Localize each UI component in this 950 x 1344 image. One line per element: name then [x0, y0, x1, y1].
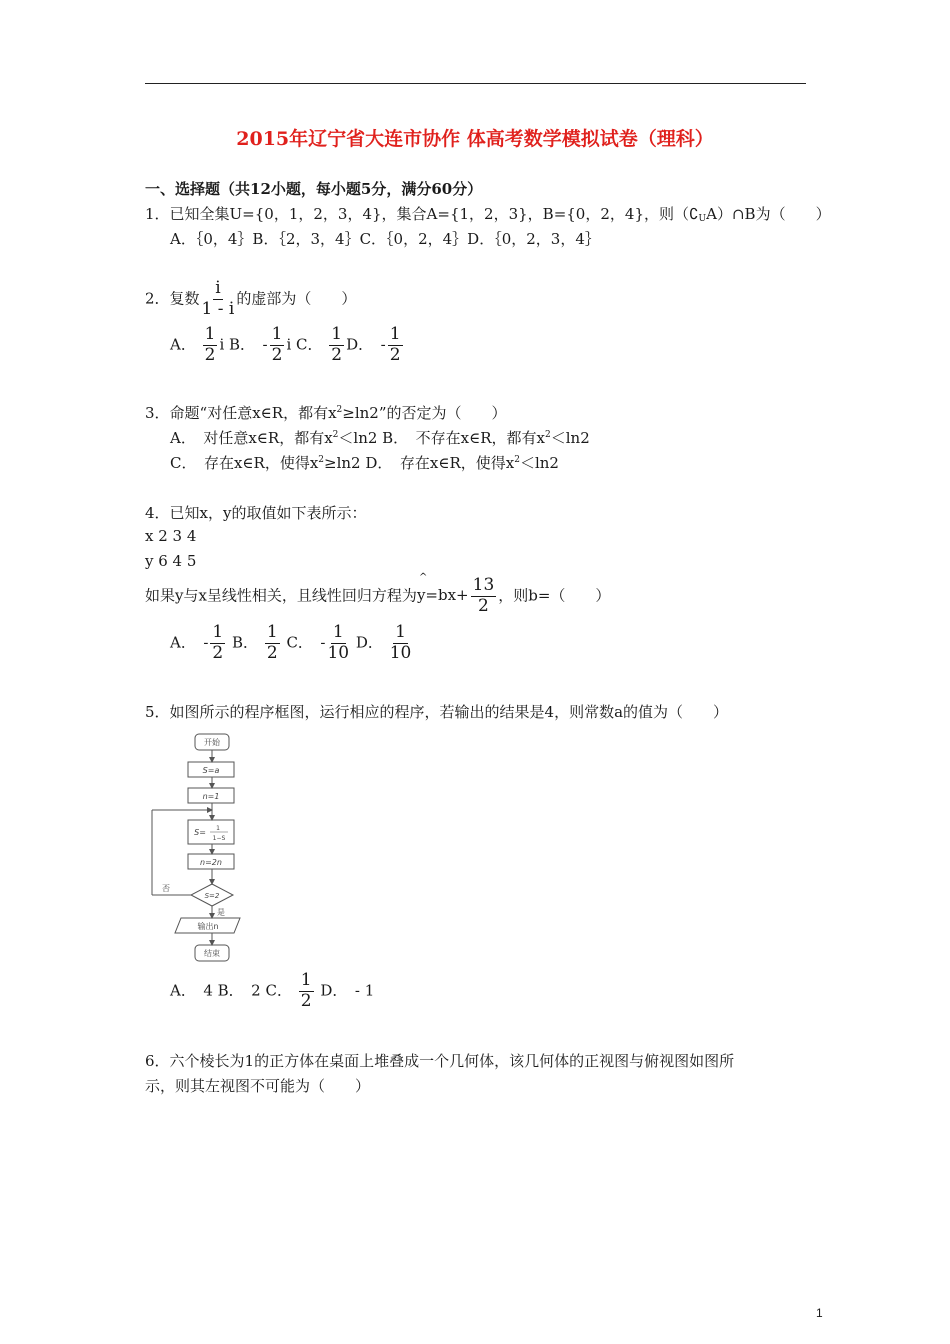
- superscript-2: 2: [332, 430, 339, 440]
- q4-equation-fraction: [471, 577, 497, 616]
- q5-option-c-denominator: 2: [300, 990, 312, 1011]
- question-3-options-ab: [170, 427, 590, 448]
- flow-no-label: 否: [162, 884, 170, 893]
- q4-option-d-denominator: 10: [389, 642, 412, 663]
- q2-option-a-fraction: [203, 326, 218, 365]
- q3-option-b-end: ＜ln2: [550, 429, 590, 447]
- q4-option-a-denominator: 2: [212, 642, 224, 663]
- question-2-stem: [145, 280, 356, 319]
- q4-option-b-numerator: 1: [266, 622, 278, 642]
- question-4-options: [170, 624, 413, 663]
- question-1-stem: [145, 203, 831, 224]
- q2-fraction-denominator: 1 - i: [201, 298, 235, 319]
- q4-option-c-numerator: 1: [332, 622, 344, 642]
- flow-condition-label: S=2: [204, 892, 220, 900]
- section-heading: 一、选择题（共12小题，每小题5分，满分60分）: [145, 180, 483, 198]
- question-6-line-1: 6．六个棱长为1的正方体在桌面上堆叠成一个几何体，该几何体的正视图与俯视图如图所: [145, 1052, 735, 1070]
- q5-options-abc: A． 4 B． 2 C．: [170, 981, 292, 1000]
- hat-symbol: ^: [418, 572, 428, 584]
- superscript-2: 2: [514, 455, 520, 465]
- top-rule: [145, 83, 806, 84]
- program-flowchart: [148, 730, 248, 966]
- q4-option-b-fraction: [265, 624, 280, 663]
- regression-equation: [416, 572, 469, 605]
- q4-option-c-fraction: [327, 624, 349, 663]
- q2-option-d-numerator: 1: [389, 324, 401, 344]
- q4-option-a-numerator: 1: [212, 622, 224, 642]
- q5-option-d: D． - 1: [320, 981, 375, 1000]
- q4-option-d: D．: [355, 633, 383, 652]
- q4-line-part-b: ，则b=（ ）: [498, 586, 611, 605]
- q5-option-c-fraction: [299, 972, 314, 1011]
- q1-stem-part-b: A）∩B为（ ）: [706, 205, 831, 223]
- flow-output-label: 输出n: [197, 922, 219, 931]
- flow-end-label: 结束: [204, 949, 220, 958]
- q3-option-d: ≥ln2 D． 存在x∈R，使得x: [324, 454, 515, 472]
- page-number: 1: [816, 1306, 823, 1320]
- q1-stem-part-a: 1．已知全集U={0，1，2，3，4}，集合A={1，2，3}，B={0，2，4}，则（: [145, 205, 689, 223]
- flow-update-s-numerator: 1: [216, 825, 220, 832]
- superscript-2: 2: [545, 430, 551, 440]
- question-3-options-cd: [170, 452, 559, 473]
- flow-assign-s-label: S=a: [202, 766, 220, 775]
- question-1-options: A．｛0，4｝B．｛2，3，4｝C．｛0，2，4｝D．｛0，2，3，4｝: [170, 230, 600, 248]
- flow-start-label: 开始: [204, 738, 220, 747]
- q2-stem-part-b: 的虚部为（ ）: [236, 289, 357, 308]
- q5-option-c-numerator: 1: [300, 970, 312, 990]
- flow-yes-label: 是: [217, 908, 225, 917]
- complement-subscript: U: [698, 214, 707, 224]
- question-2-options: [170, 326, 405, 365]
- flow-update-n-label: n=2n: [200, 858, 222, 867]
- q2-option-a-denominator: 2: [204, 344, 216, 365]
- q2-option-c-denominator: 2: [331, 344, 343, 365]
- flow-assign-n-label: n=1: [202, 792, 220, 801]
- q4-option-d-fraction: [390, 624, 412, 663]
- table-row-x: x 2 3 4: [145, 527, 197, 545]
- q3-option-c: C． 存在x∈R，使得x: [170, 454, 319, 472]
- q4-equation-denominator: 2: [478, 595, 489, 616]
- q2-option-a-numerator: 1: [204, 324, 216, 344]
- q4-option-c: C． -: [286, 633, 326, 652]
- question-4-stem: 4．已知x，y的取值如下表所示：: [145, 504, 367, 522]
- q3-option-d-end: ＜ln2: [519, 454, 559, 472]
- q2-option-c-fraction: [329, 326, 344, 365]
- q3-option-b: ＜ln2 B． 不存在x∈R，都有x: [338, 429, 546, 447]
- page-title: 2015年辽宁省大连市协作 体高考数学模拟试卷（理科）: [236, 128, 714, 150]
- q2-fraction: [202, 280, 235, 319]
- q3-stem-part-a: 3．命题“对任意x∈R，都有x: [145, 404, 337, 422]
- q4-equation-numerator: 13: [472, 575, 495, 595]
- question-5-stem: 5．如图所示的程序框图，运行相应的程序，若输出的结果是4，则常数a的值为（ ）: [145, 703, 729, 721]
- regression-equation-text: y=bx+: [416, 586, 469, 605]
- q4-option-b: B．: [232, 633, 259, 652]
- q2-option-d-fraction: [388, 326, 403, 365]
- q4-option-c-denominator: 10: [327, 642, 350, 663]
- q3-option-a: A． 对任意x∈R，都有x: [170, 429, 333, 447]
- flow-update-s-label: S=: [194, 828, 206, 837]
- q2-option-c: i C．: [286, 335, 323, 354]
- question-4-regression-line: [145, 572, 611, 616]
- q2-option-b-fraction: [270, 326, 285, 365]
- q4-line-part-a: 如果y与x呈线性相关，且线性回归方程为: [145, 586, 417, 605]
- question-5-options: [170, 972, 374, 1011]
- superscript-2: 2: [336, 405, 343, 415]
- q4-option-d-numerator: 1: [395, 622, 406, 642]
- question-6-line-2: 示，则其左视图不可能为（ ）: [145, 1077, 371, 1095]
- superscript-2: 2: [318, 455, 325, 465]
- q3-stem-part-b: ≥ln2”的否定为（ ）: [342, 404, 507, 422]
- question-3-stem: [145, 402, 507, 423]
- q2-option-c-numerator: 1: [331, 324, 343, 344]
- q2-stem-part-a: 2．复数: [145, 289, 200, 308]
- q2-fraction-numerator: i: [215, 278, 221, 298]
- q2-option-d: D． -: [346, 335, 386, 354]
- q2-option-a: A．: [170, 335, 196, 354]
- flow-update-s-denominator: 1−S: [212, 835, 226, 842]
- q4-option-a: A． -: [170, 633, 209, 652]
- q4-option-b-denominator: 2: [266, 642, 278, 663]
- table-row-y: y 6 4 5: [145, 552, 197, 570]
- complement-symbol: ∁: [689, 205, 699, 223]
- q2-option-b-numerator: 1: [271, 324, 283, 344]
- q2-option-b-denominator: 2: [271, 344, 283, 365]
- q2-option-d-denominator: 2: [389, 344, 401, 365]
- q2-option-b: i B． -: [219, 335, 268, 354]
- q4-option-a-fraction: [210, 624, 225, 663]
